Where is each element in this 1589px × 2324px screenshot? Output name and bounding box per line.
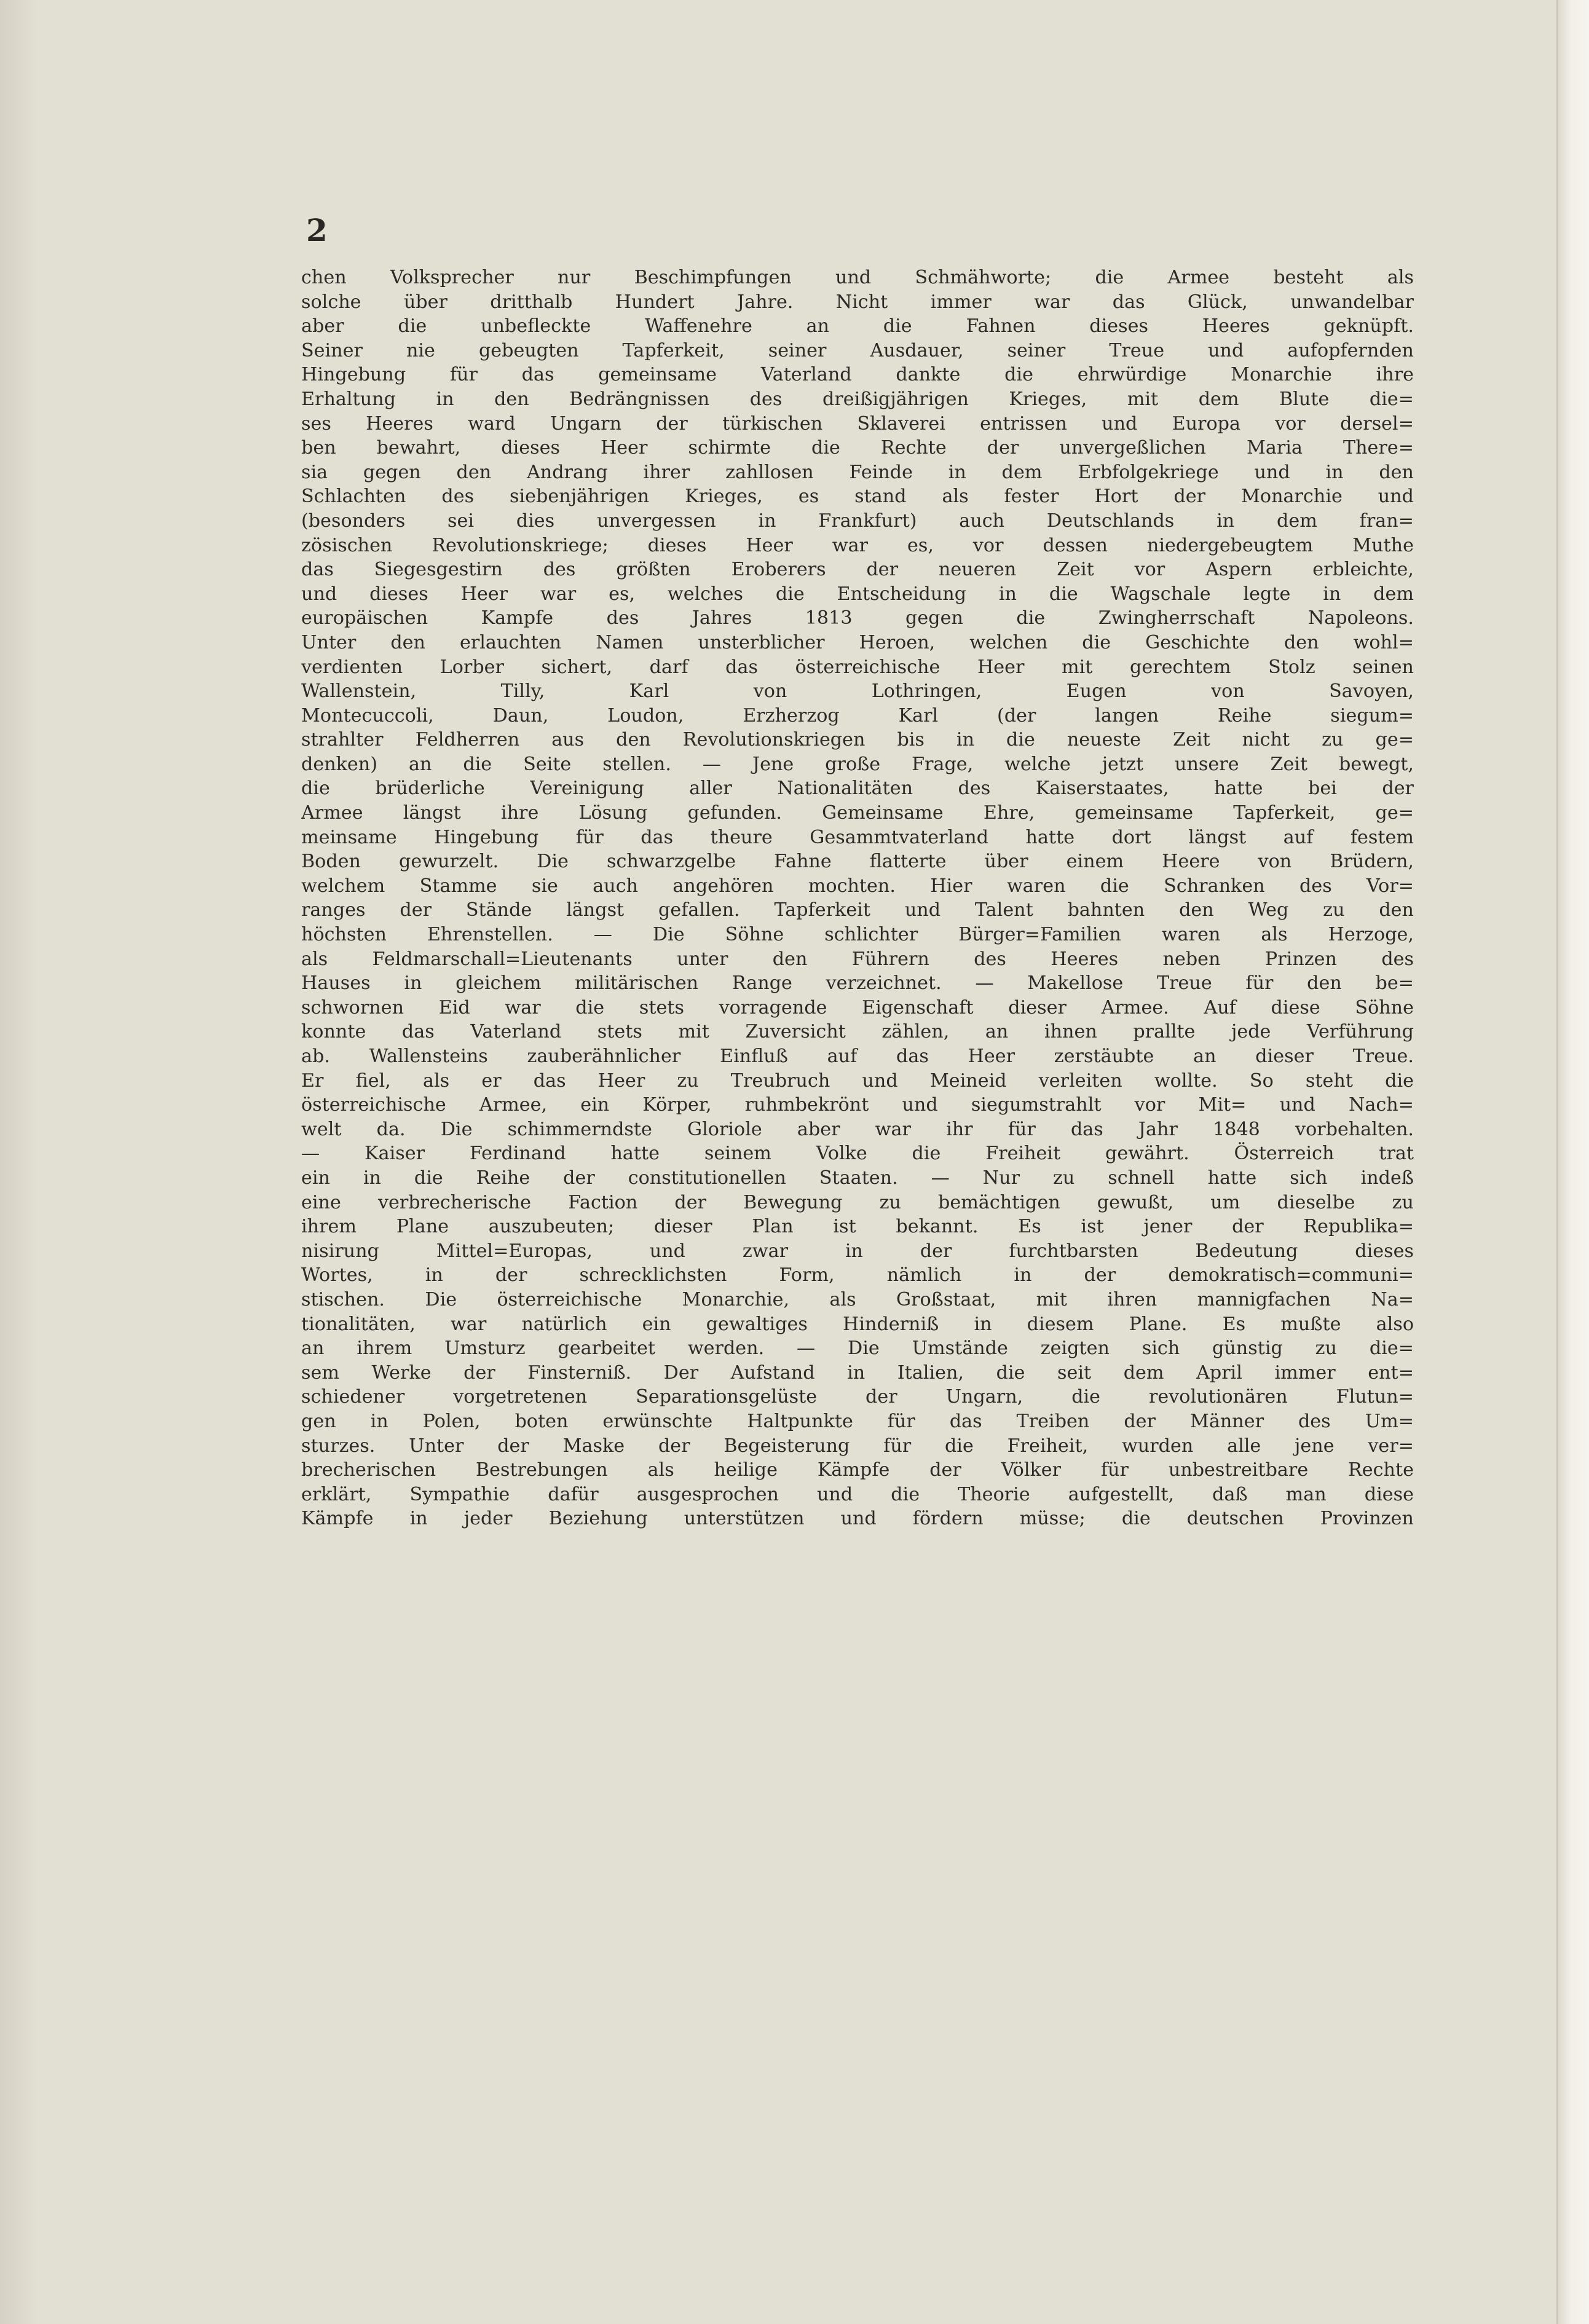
text-line: sturzes. Unter der Maske der Begeisterung für die Freiheit, wurden alle jene ver= (301, 1435, 1414, 1457)
text-line: als Feldmarschall=Lieutenants unter den Führern des Heeres neben Prinzen des (301, 948, 1414, 970)
text-line: schiedener vorgetretenen Separationsgelüste der Ungarn, die revolutionären Flutun= (301, 1386, 1414, 1408)
text-line: Wallenstein, Tilly, Karl von Lothringen, Eugen von Savoyen, (301, 680, 1414, 703)
text-line: ranges der Stände längst gefallen. Tapferkeit und Talent bahnten den Weg zu den (301, 899, 1414, 921)
text-line: sia gegen den Andrang ihrer zahllosen Feinde in dem Erbfolgekriege und in den (301, 461, 1414, 483)
text-line: aber die unbefleckte Waffenehre an die Fahnen dieses Heeres geknüpft. (301, 315, 1414, 337)
text-line: welt da. Die schimmerndste Gloriole aber war ihr für das Jahr 1848 vorbehalten. (301, 1118, 1414, 1140)
text-line: Unter den erlauchten Namen unsterblicher Heroen, welchen die Geschichte den wohl= (301, 631, 1414, 653)
text-line: sem Werke der Finsterniß. Der Aufstand in Italien, die seit dem April immer ent= (301, 1361, 1414, 1384)
text-line: eine verbrecherische Faction der Bewegung zu bemächtigen gewußt, um dieselbe zu (301, 1191, 1414, 1213)
text-line: nisirung Mittel=Europas, und zwar in der furchtbarsten Bedeutung dieses (301, 1240, 1414, 1262)
text-line: Armee längst ihre Lösung gefunden. Gemeinsame Ehre, gemeinsame Tapferkeit, ge= (301, 802, 1414, 824)
text-line: und dieses Heer war es, welches die Entscheidung in die Wagschale legte in dem (301, 583, 1414, 605)
body-text (301, 266, 1414, 1531)
text-line: meinsame Hingebung für das theure Gesammtvaterland hatte dort längst auf festem (301, 826, 1414, 848)
text-line: ein in die Reihe der constitutionellen Staaten. — Nur zu schnell hatte sich indeß (301, 1167, 1414, 1189)
text-line: verdienten Lorber sichert, darf das österreichische Heer mit gerechtem Stolz seinen (301, 656, 1414, 678)
next-page-edge (1556, 0, 1589, 2324)
text-line: ses Heeres ward Ungarn der türkischen Sklaverei entrissen und Europa vor dersel= (301, 412, 1414, 435)
text-line: chen Volksprecher nur Beschimpfungen und Schmähworte; die Armee besteht als (301, 267, 1414, 288)
text-line: höchsten Ehrenstellen. — Die Söhne schlichter Bürger=Familien waren als Herzoge, (301, 924, 1414, 946)
text-line: an ihrem Umsturz gearbeitet werden. — Die Umstände zeigten sich günstig zu die= (301, 1337, 1414, 1360)
text-line: Montecuccoli, Daun, Loudon, Erzherzog Karl (der langen Reihe siegum= (301, 704, 1414, 727)
text-line: zösischen Revolutionskriege; dieses Heer war es, vor dessen niedergebeugtem Muthe (301, 534, 1414, 556)
text-line: europäischen Kampfe des Jahres 1813 gegen die Zwingherrschaft Napoleons. (301, 607, 1414, 629)
text-line: österreichische Armee, ein Körper, ruhmbekrönt und siegumstrahlt vor Mit= und Nach= (301, 1094, 1414, 1116)
text-line: Wortes, in der schrecklichsten Form, nämlich in der demokratisch=communi= (301, 1264, 1414, 1286)
text-line: Hauses in gleichem militärischen Range verzeichnet. — Makellose Treue für den be= (301, 972, 1414, 995)
text-line: gen in Polen, boten erwünschte Haltpunkte für das Treiben der Männer des Um= (301, 1410, 1414, 1432)
text-line: strahlter Feldherren aus den Revolutionskriegen bis in die neueste Zeit nicht zu ge= (301, 729, 1414, 751)
text-line: welchem Stamme sie auch angehören mochten. Hier waren die Schranken des Vor= (301, 875, 1414, 897)
text-line: Schlachten des siebenjährigen Krieges, es stand als fester Hort der Monarchie und (301, 486, 1414, 508)
text-line: ben bewahrt, dieses Heer schirmte die Rechte der unvergeßlichen Maria There= (301, 437, 1414, 459)
text-line: brecherischen Bestrebungen als heilige Kämpfe der Völker für unbestreitbare Rechte (301, 1459, 1414, 1481)
text-line: solche über dritthalb Hundert Jahre. Nicht immer war das Glück, unwandelbar (301, 291, 1414, 313)
text-line: das Siegesgestirn des größten Eroberers der neueren Zeit vor Aspern erbleichte, (301, 559, 1414, 581)
text-line: (besonders sei dies unvergessen in Frankfurt) auch Deutschlands in dem fran= (301, 510, 1414, 532)
text-line: tionalitäten, war natürlich ein gewaltiges Hinderniß in diesem Plane. Es mußte also (301, 1313, 1414, 1335)
text-line: stischen. Die österreichische Monarchie, als Großstaat, mit ihren mannigfachen Na= (301, 1288, 1414, 1310)
text-line: — Kaiser Ferdinand hatte seinem Volke die Freiheit gewährt. Österreich trat (301, 1143, 1414, 1165)
text-line: Hingebung für das gemeinsame Vaterland dankte die ehrwürdige Monarchie ihre (301, 364, 1414, 386)
text-line: Erhaltung in den Bedrängnissen des dreißigjährigen Krieges, mit dem Blute die= (301, 388, 1414, 410)
text-line: schwornen Eid war die stets vorragende Eigenschaft dieser Armee. Auf diese Söhne (301, 996, 1414, 1018)
text-line: Er fiel, als er das Heer zu Treubruch und Meineid verleiten wollte. So steht die (301, 1069, 1414, 1092)
text-line: konnte das Vaterland stets mit Zuversicht zählen, an ihnen prallte jede Verführung (301, 1021, 1414, 1043)
text-line: Kämpfe in jeder Beziehung unterstützen und fördern müsse; die deutschen Provinzen (301, 1508, 1414, 1530)
page-number: 2 (306, 212, 328, 248)
text-line: ab. Wallensteins zauberähnlicher Einfluß auf das Heer zerstäubte an dieser Treue. (301, 1046, 1414, 1067)
text-line: die brüderliche Vereinigung aller Nationalitäten des Kaiserstaates, hatte bei der (301, 778, 1414, 800)
text-line: erklärt, Sympathie dafür ausgesprochen und die Theorie aufgestellt, daß man diese (301, 1483, 1414, 1505)
text-line: ihrem Plane auszubeuten; dieser Plan ist bekannt. Es ist jener der Republika= (301, 1216, 1414, 1238)
page-edge-shadow (0, 0, 37, 2324)
text-line: Boden gewurzelt. Die schwarzgelbe Fahne flatterte über einem Heere von Brüdern, (301, 851, 1414, 873)
text-line: denken) an die Seite stellen. — Jene große Frage, welche jetzt unsere Zeit bewegt, (301, 753, 1414, 775)
text-line: Seiner nie gebeugten Tapferkeit, seiner Ausdauer, seiner Treue und aufopfernden (301, 339, 1414, 361)
